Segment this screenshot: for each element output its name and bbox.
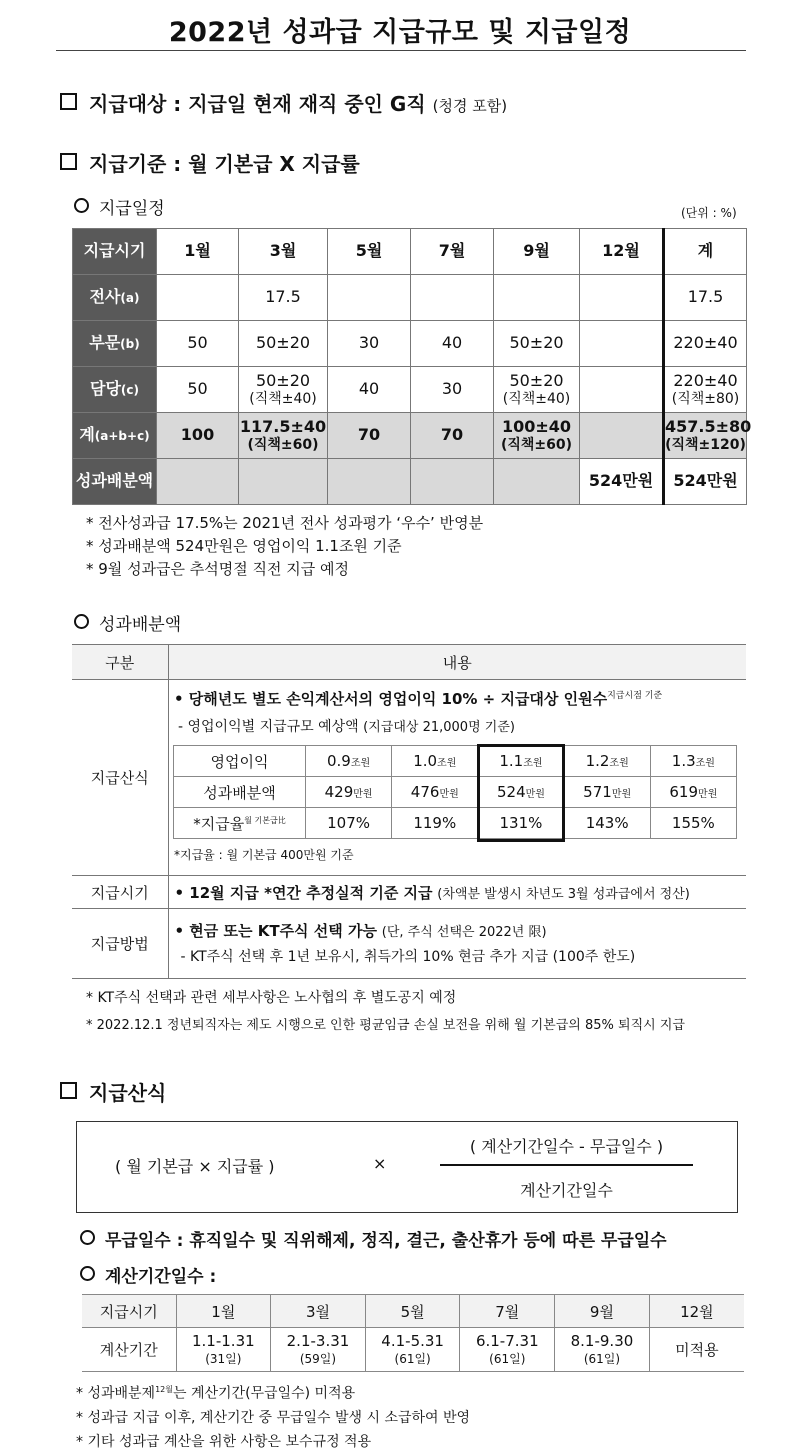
header-cell: 12월: [649, 1295, 744, 1328]
schedule-header-cell: 계: [664, 229, 747, 275]
table-cell: 220±40 (직책±80): [664, 367, 747, 413]
table-cell: 524만원: [478, 777, 564, 808]
table-cell: [580, 321, 664, 367]
schedule-row-total: [73, 413, 747, 459]
schedule-row-company: [73, 275, 747, 321]
schedule-header-cell: 지급시기: [73, 229, 157, 275]
header-cell: 3월: [271, 1295, 366, 1328]
table-cell: 619만원: [650, 777, 736, 808]
distribution-heading: 성과배분액: [74, 610, 181, 635]
schedule-header-cell: 7월: [411, 229, 494, 275]
unpaid-days-heading: 무급일수 : 휴직일수 및 직위해제, 정직, 결근, 출산휴가 등에 따른 무급일수: [80, 1226, 667, 1251]
schedule-row-unit: [73, 367, 747, 413]
table-cell: 70: [328, 413, 411, 459]
table-cell: 131%: [478, 808, 564, 839]
table-cell: 6.1-7.31 (61일): [460, 1328, 555, 1372]
page-title: 2022년 성과급 지급규모 및 지급일정: [168, 17, 632, 48]
header-cell: 내용: [168, 645, 746, 680]
table-cell: 429만원: [306, 777, 392, 808]
table-cell: 155%: [650, 808, 736, 839]
table-cell: [328, 275, 411, 321]
table-cell: [494, 459, 580, 505]
table-cell: 100±40 (직책±60): [494, 413, 580, 459]
table-cell: 50±20: [239, 321, 328, 367]
estimate-table: [173, 745, 737, 839]
table-cell: 70: [411, 413, 494, 459]
distribution-timing-row: [72, 876, 746, 909]
distribution-header-row: [72, 645, 746, 680]
header-cell: 9월: [555, 1295, 650, 1328]
schedule-table: [72, 228, 752, 505]
distribution-method-row: [72, 909, 746, 979]
period-days-heading: 계산기간일수 :: [80, 1262, 216, 1287]
table-cell: 571만원: [564, 777, 650, 808]
table-cell: 100: [157, 413, 239, 459]
schedule-header-cell: 9월: [494, 229, 580, 275]
table-cell: 143%: [564, 808, 650, 839]
formula-sub: - 영업이익별 지급규모 예상액 (지급대상 21,000명 기준): [178, 719, 515, 735]
note-line: * 성과배분액 524만원은 영업이익 1.1조원 기준: [86, 537, 402, 555]
row-label: 성과배분액: [73, 459, 157, 505]
table-cell: 17.5: [664, 275, 747, 321]
title-divider: [56, 50, 746, 51]
square-bullet-icon: [60, 153, 77, 170]
table-cell: 1.2조원: [564, 746, 650, 777]
schedule-heading: 지급일정: [74, 194, 165, 219]
schedule-header-cell: 3월: [239, 229, 328, 275]
table-cell: [411, 459, 494, 505]
square-bullet-icon: [60, 1082, 77, 1099]
header-cell: 지급시기: [82, 1295, 176, 1328]
section-target: 지급대상 : 지급일 현재 재직 중인 G직 (청경 포함): [60, 88, 507, 117]
formula-left: ( 월 기본급 × 지급률 ): [115, 1157, 275, 1176]
schedule-row-payout: [73, 459, 747, 505]
table-cell: [580, 413, 664, 459]
table-cell: 1.1조원: [478, 746, 564, 777]
table-cell: 1.0조원: [392, 746, 478, 777]
formula-main: • 당해년도 별도 손익계산서의 영업이익 10% ÷ 지급대상 인원수$^{지급시점 기준}$: [174, 690, 663, 708]
schedule-unit: (단위 : %): [681, 206, 737, 220]
circle-bullet-icon: [80, 1230, 95, 1245]
highlight-box: [477, 744, 565, 842]
period-header-row: [82, 1295, 744, 1328]
circle-bullet-icon: [74, 614, 89, 629]
table-cell: [157, 275, 239, 321]
table-cell: 8.1-9.30 (61일): [555, 1328, 650, 1372]
table-cell: [239, 459, 328, 505]
header-cell: 구분: [72, 645, 168, 680]
estimate-row-profit: [174, 746, 737, 777]
note-line: * 전사성과급 17.5%는 2021년 전사 성과평가 ‘우수’ 반영분: [86, 514, 484, 532]
table-cell: 1.1-1.31 (31일): [176, 1328, 271, 1372]
schedule-header-row: [73, 229, 747, 275]
period-row: [82, 1328, 744, 1372]
schedule-header-cell: 12월: [580, 229, 664, 275]
fraction-bar: [440, 1164, 693, 1166]
note-line: * KT주식 선택과 관련 세부사항은 노사협의 후 별도공지 예정: [86, 990, 457, 1006]
estimate-row-rate: [174, 808, 737, 839]
schedule-header-cell: 1월: [157, 229, 239, 275]
table-cell: 2.1-3.31 (59일): [271, 1328, 366, 1372]
row-label: 계산기간: [82, 1328, 176, 1372]
estimate-label: *지급율$^{월 기본급比}$: [174, 808, 306, 839]
table-cell: 0.9조원: [306, 746, 392, 777]
estimate-footnote: *지급율 : 월 기본급 400만원 기준: [174, 848, 354, 862]
estimate-label: 성과배분액: [174, 777, 306, 808]
header-cell: 5월: [365, 1295, 460, 1328]
table-cell: 미적용: [649, 1328, 744, 1372]
table-cell: 50: [157, 367, 239, 413]
note-line: * 기타 성과급 계산을 위한 사항은 보수규정 적용: [76, 1433, 372, 1450]
row-label: 전사(a): [73, 275, 157, 321]
formula-box: [76, 1121, 738, 1213]
note-line: * 2022.12.1 정년퇴직자는 제도 시행으로 인한 평균임금 손실 보전을 위해 월 기본급의 85% 퇴직시 지급: [86, 1018, 685, 1033]
table-cell: 17.5: [239, 275, 328, 321]
table-cell: 30: [328, 321, 411, 367]
table-cell: [494, 275, 580, 321]
method-content: • 현금 또는 KT주식 선택 가능 (단, 주식 선택은 2022년 限) - KT주식 선택 후 1년 보유시, 취득가의 10% 현금 추가 지급 (100주 한도): [168, 909, 746, 979]
table-cell: 1.3조원: [650, 746, 736, 777]
formula-times: ×: [373, 1154, 387, 1173]
row-label: 지급시기: [72, 876, 168, 909]
schedule-notes: [86, 512, 483, 581]
table-cell: 30: [411, 367, 494, 413]
table-cell: [580, 367, 664, 413]
table-cell: 4.1-5.31 (61일): [365, 1328, 460, 1372]
header-cell: 7월: [460, 1295, 555, 1328]
table-cell: 40: [411, 321, 494, 367]
square-bullet-icon: [60, 93, 77, 110]
timing-content: • 12월 지급 *연간 추정실적 기준 지급 (차액분 발생시 차년도 3월 성과급에서 정산): [168, 876, 746, 909]
period-table: [82, 1294, 744, 1372]
formula-denominator: 계산기간일수: [520, 1181, 613, 1200]
row-label: 부문(b): [73, 321, 157, 367]
table-cell: 119%: [392, 808, 478, 839]
note-line: * 성과배분제$^{12월}$는 계산기간(무급일수) 미적용: [76, 1385, 356, 1402]
table-cell: [411, 275, 494, 321]
table-cell: [580, 275, 664, 321]
schedule-header-cell: 5월: [328, 229, 411, 275]
formula-numerator: ( 계산기간일수 - 무급일수 ): [469, 1137, 664, 1156]
table-cell: 50±20: [494, 321, 580, 367]
section-criteria: 지급기준 : 월 기본급 X 지급률: [60, 148, 360, 177]
table-cell: 50±20 (직책±40): [239, 367, 328, 413]
table-cell: 50: [157, 321, 239, 367]
note-line: * 성과급 지급 이후, 계산기간 중 무급일수 발생 시 소급하여 반영: [76, 1409, 471, 1426]
table-cell: 524만원: [664, 459, 747, 505]
table-cell: 40: [328, 367, 411, 413]
table-cell: 117.5±40 (직책±60): [239, 413, 328, 459]
table-cell: 457.5±80 (직책±120): [664, 413, 747, 459]
table-cell: 107%: [306, 808, 392, 839]
estimate-label: 영업이익: [174, 746, 306, 777]
row-label: 지급방법: [72, 909, 168, 979]
row-label: 담당(c): [73, 367, 157, 413]
calc-notes: [76, 1378, 470, 1454]
table-cell: [328, 459, 411, 505]
section-calc: 지급산식: [60, 1077, 166, 1106]
schedule-row-division: [73, 321, 747, 367]
distribution-notes: [86, 985, 685, 1039]
table-cell: 524만원: [580, 459, 664, 505]
circle-bullet-icon: [74, 198, 89, 213]
table-cell: [157, 459, 239, 505]
table-cell: 220±40: [664, 321, 747, 367]
header-cell: 1월: [176, 1295, 271, 1328]
table-cell: 476만원: [392, 777, 478, 808]
row-label: 계(a+b+c): [73, 413, 157, 459]
estimate-row-payout: [174, 777, 737, 808]
row-label: 지급산식: [72, 680, 168, 876]
table-cell: 50±20 (직책±40): [494, 367, 580, 413]
note-line: * 9월 성과급은 추석명절 직전 지급 예정: [86, 560, 350, 578]
circle-bullet-icon: [80, 1266, 95, 1281]
